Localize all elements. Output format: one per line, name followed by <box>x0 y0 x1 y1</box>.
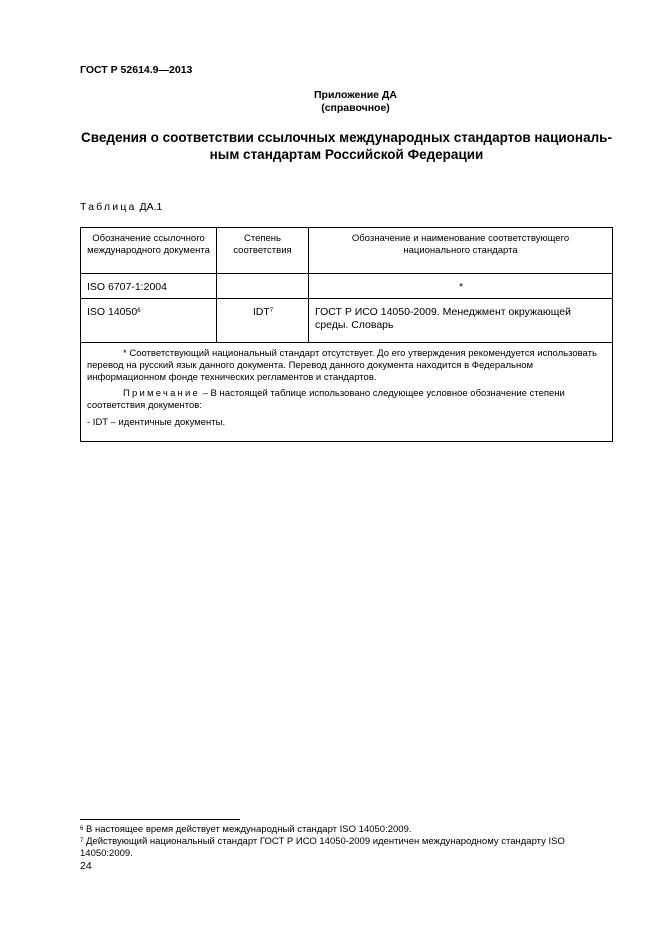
footnote-ref-6: 6 <box>137 308 141 314</box>
table-header-row <box>81 228 613 274</box>
table-label <box>80 201 162 213</box>
table-notes <box>81 343 613 442</box>
annex-name: Приложение ДА <box>314 89 397 101</box>
heading-line-1: Сведения о соответствии ссылочных международных стандартов националь- <box>81 130 612 145</box>
table-footer-row <box>81 343 613 442</box>
cell-degree: IDT$^7$ <box>217 299 309 343</box>
cell-ref: ISO 6707-1:2004 <box>81 274 217 299</box>
cell-national: * <box>309 274 613 299</box>
cell-degree <box>217 274 309 299</box>
footnote-7: $^7$ Действующий национальный стандарт ГОСТ Р ИСО 14050-2009 идентичен международному стандарту ISO 14050:2009. <box>80 836 565 859</box>
page-number: 24 <box>80 860 92 872</box>
footnote-ref-7: 7 <box>269 308 274 314</box>
table-note: Примечание – В настоящей таблице использовано следующее условное обозначение степени соответствия документов: <box>87 388 565 411</box>
column-header-national: Обозначение и наименование соответствующего национального стандарта <box>309 228 613 274</box>
cell-national: ГОСТ Р ИСО 14050-2009. Менеджмент окружающей среды. Словарь <box>309 299 613 343</box>
annex-title <box>0 89 661 115</box>
idt-definition: - IDT – идентичные документы. <box>87 417 226 428</box>
column-header-ref: Обозначение ссылочного международного документа <box>81 228 217 274</box>
correspondence-table <box>80 227 613 442</box>
star-note: * Соответствующий национальный стандарт отсутствует. До его утверждения рекомендуется использовать перевод на русский язык данного документа. Перевод данного документа находится в Федеральном информационном фонде технических регламентов и стандартов. <box>87 348 597 383</box>
annex-type: (справочное) <box>321 102 390 114</box>
footnotes <box>80 824 613 860</box>
footnote-6: $^6$ В настоящее время действует международный стандарт ISO 14050:2009. <box>80 824 412 835</box>
document-code: ГОСТ Р 52614.9—2013 <box>80 64 193 76</box>
heading-line-2: ным стандартам Российской Федерации <box>209 147 484 162</box>
table-row <box>81 274 613 299</box>
column-header-degree: Степень соответствия <box>217 228 309 274</box>
table-label-word: Таблица <box>80 201 137 213</box>
section-heading <box>80 129 613 163</box>
table-row <box>81 299 613 343</box>
footnote-divider <box>80 819 240 820</box>
cell-ref: ISO 14050$^6$ <box>81 299 217 343</box>
table-label-number: ДА.1 <box>139 201 163 213</box>
